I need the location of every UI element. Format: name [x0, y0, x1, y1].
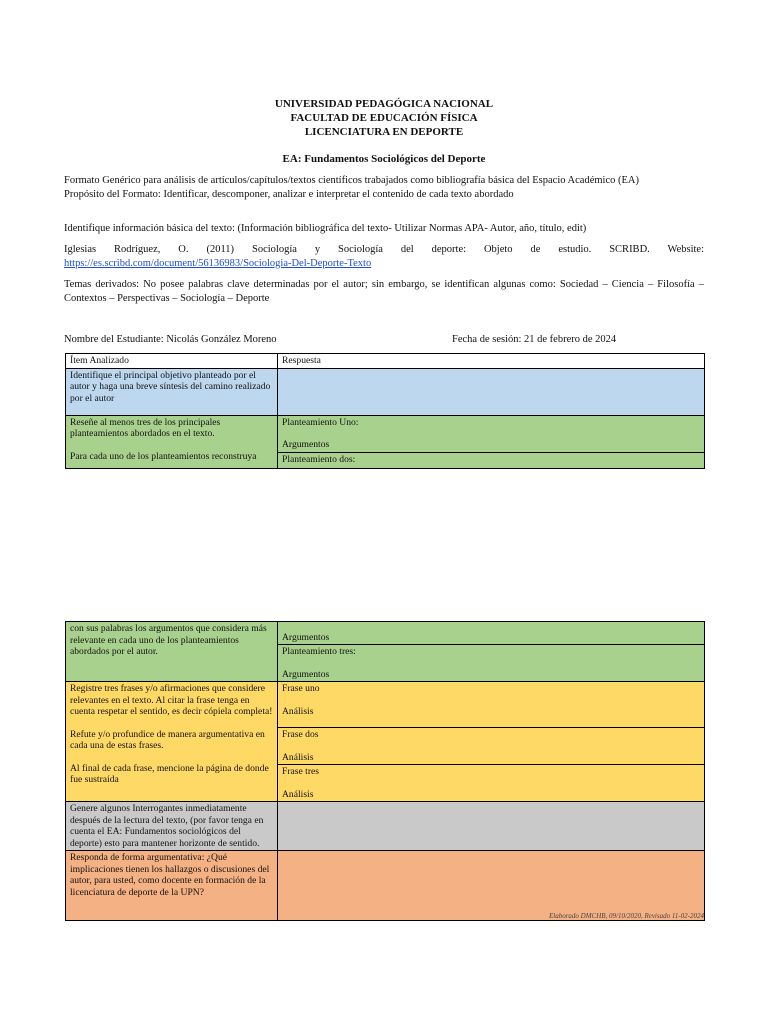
analisis-label-1: Análisis [282, 705, 314, 717]
frase-uno-label: Frase uno [282, 683, 320, 694]
university-title: UNIVERSIDAD PEDAGÓGICA NACIONAL [274, 98, 494, 110]
identifique-line: Identifique información básica del texto: (Información bibliográfica del texto- Utilizar Normas APA- Autor, año, título, edit) [64, 223, 587, 234]
reference-text: Iglesias Rodríguez, O. (2011) Sociología y Sociología del deporte: Objeto de estudio. SCRIBD. Website: [64, 244, 704, 255]
argumentos-label-1: Argumentos [282, 439, 330, 450]
planteamiento-dos-cell[interactable]: Planteamiento dos: [278, 452, 705, 468]
reference-link[interactable]: https://es.scribd.com/document/56136983/Sociologia-Del-Deporte-Texto [64, 258, 372, 269]
continuation-item-cell: con sus palabras los argumentos que considera más relevante en cada uno de los planteamientos abordados por el autor. [66, 622, 278, 682]
interrogantes-response-cell[interactable] [278, 802, 705, 851]
frases-item-text-2: Refute y/o profundice de manera argumentativa en cada una de estas frases. [70, 728, 265, 751]
implicaciones-response-cell[interactable] [278, 851, 705, 921]
temas-line-1: Temas derivados: No posee palabras clave determinadas por el autor; sin embargo, se identifican algunas como: Sociedad – Ciencia – Filosofía – [64, 279, 704, 290]
planteamiento-tres-cell[interactable] [278, 645, 705, 682]
frase-tres-cell[interactable] [278, 765, 705, 802]
frases-item-text-3: Al final de cada frase, mencione la página de donde fue sustraída [70, 762, 269, 785]
planteamiento-tres-label: Planteamiento tres: [282, 646, 356, 657]
analysis-table-part2 [65, 621, 705, 921]
program-title: LICENCIATURA EN DEPORTE [304, 126, 464, 138]
interrogantes-item-cell: Genere algunos Interrogantes inmediatamente después de la lectura del texto, (por favor tenga en cuenta el EA: Fundamentos sociológicos del deporte) esto para mantener horizonte de sentido. [66, 802, 278, 851]
analysis-table-part1 [65, 353, 705, 469]
formato-line: Formato Genérico para análisis de artículos/capítulos/textos científicos trabajados como bibliografía básica del Espacio Académico (EA) [64, 175, 639, 186]
implicaciones-item-cell: Responda de forma argumentativa: ¿Qué implicaciones tienen los hallazgos o discusiones del autor, para usted, como docente en formación de la licenciatura de deporte de la UPN? [66, 851, 278, 921]
objective-item-cell: Identifique el principal objetivo planteado por el autor y haga una breve síntesis del camino realizado por el autor [66, 368, 278, 415]
frase-dos-cell[interactable] [278, 728, 705, 765]
header-response-cell: Respuesta [278, 354, 705, 369]
proposito-line: Propósito del Formato: Identificar, descomponer, analizar e interpretar el contenido de cada texto abordado [64, 189, 514, 200]
revision-footer: Elaborado DMCHB, 09/10/2020, Revisado 11-02-2024 [548, 912, 704, 920]
frase-dos-label: Frase dos [282, 729, 319, 740]
temas-line-2: Contextos – Perspectivas – Sociología – Deporte [64, 293, 270, 304]
planteamiento-uno-cell[interactable] [278, 415, 705, 452]
frase-tres-label: Frase tres [282, 766, 320, 777]
reference-link-wrap [64, 257, 704, 270]
planteamientos-item-cell [66, 415, 278, 468]
analisis-label-2: Análisis [282, 751, 314, 763]
analisis-label-3: Análisis [282, 788, 314, 800]
faculty-title: FACULTAD DE EDUCACIÓN FÍSICA [290, 112, 478, 124]
subject-title: EA: Fundamentos Sociológicos del Deporte [282, 153, 486, 165]
objective-response-cell[interactable] [278, 368, 705, 415]
planteamientos-item-text-2: Para cada uno de los planteamientos reconstruya [70, 450, 257, 462]
session-date: Fecha de sesión: 21 de febrero de 2024 [452, 334, 617, 345]
planteamiento-uno-label: Planteamiento Uno: [282, 416, 359, 428]
header-item-cell: Ítem Analizado [66, 354, 278, 369]
planteamientos-item-text: Reseñe al menos tres de los principales planteamientos abordados en el texto. [70, 416, 221, 439]
frase-uno-cell[interactable] [278, 682, 705, 728]
argumentos-cell-2[interactable]: Argumentos [278, 622, 705, 645]
frases-item-cell [66, 682, 278, 802]
frases-item-text-1: Registre tres frases y/o afirmaciones que considere relevantes en el texto. Al citar la frase tenga en cuenta respetar el sentido, es decir cópiela completa! [70, 683, 273, 717]
student-name: Nombre del Estudiante: Nicolás González Moreno [64, 334, 277, 345]
argumentos-label-3: Argumentos [282, 668, 330, 680]
